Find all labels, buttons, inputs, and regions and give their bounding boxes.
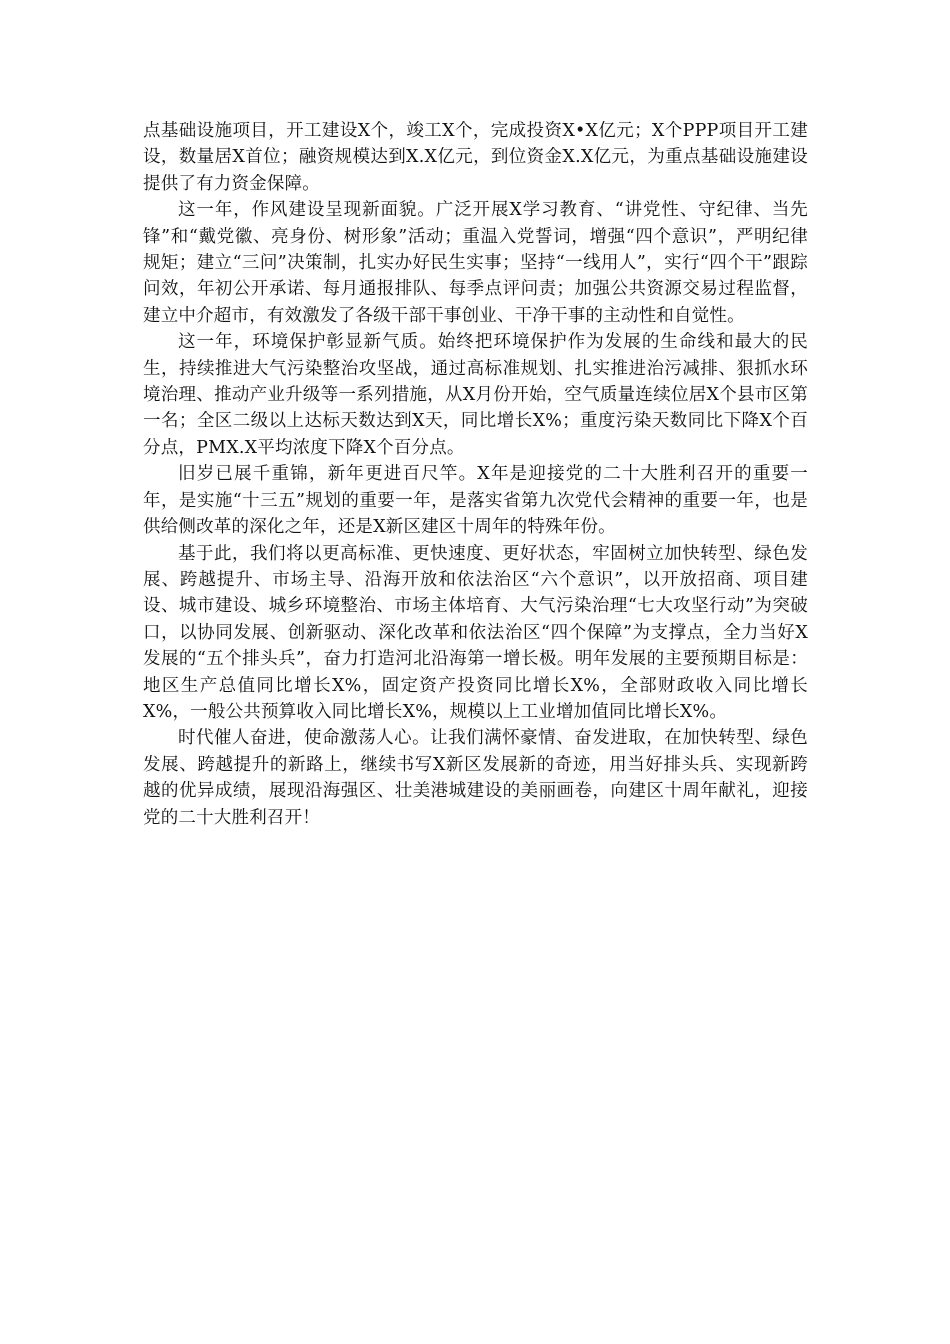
paragraph-goals: 基于此，我们将以更高标准、更快速度、更好状态，牢固树立加快转型、绿色发展、跨越提升、市场主导、沿海开放和依法治区“六个意识”，以开放招商、项目建设、城市建设、城乡环境整治、市场主体培育、大气污染治理“七大攻坚行动”为突破口，以协同发展、创新驱动、深化改革和依法治区“四个保障”为支撑点，全力当好X发展的“五个排头兵”，奋力打造河北沿海第一增长极。明年发展的主要预期目标是：地区生产总值同比增长X%，固定资产投资同比增长X%，全部财政收入同比增长X%，一般公共预算收入同比增长X%，规模以上工业增加值同比增长X%。 [143,543,808,722]
paragraph-environment: 这一年，环境保护彰显新气质。始终把环境保护作为发展的生命线和最大的民生，持续推进大气污染整治攻坚战，通过高标准规划、扎实推进治污减排、狠抓水环境治理、推动产业升级等一系列措施，从X月份开始，空气质量连续位居X个县市区第一名；全区二级以上达标天数达到X天，同比增长X%；重度污染天数同比下降X个百分点，PMX.X平均浓度下降X个百分点。 [143,332,808,458]
document-body [143,118,808,831]
paragraph-new-year: 旧岁已展千重锦，新年更进百尺竿。X年是迎接党的二十大胜利召开的重要一年，是实施“十三五”规划的重要一年，是落实省第九次党代会精神的重要一年，也是供给侧改革的深化之年，还是X新区建区十周年的特殊年份。 [143,464,808,538]
paragraph-work-style: 这一年，作风建设呈现新面貌。广泛开展X学习教育、“讲党性、守纪律、当先锋”和“戴党徽、亮身份、树形象”活动；重温入党誓词，增强“四个意识”，严明纪律规矩；建立“三问”决策制，扎实办好民生实事；坚持“一线用人”，实行“四个干”跟踪问效，年初公开承诺、每月通报排队、每季点评问责；加强公共资源交易过程监督，建立中介超市，有效激发了各级干部干事创业、干净干事的主动性和自觉性。 [143,200,808,326]
paragraph-infrastructure-continued: 点基础设施项目，开工建设X个，竣工X个，完成投资X•X亿元；X个PPP项目开工建设，数量居X首位；融资规模达到X.X亿元，到位资金X.X亿元，为重点基础设施建设提供了有力资金保障。 [143,121,808,194]
paragraph-closing: 时代催人奋进，使命激荡人心。让我们满怀豪情、奋发进取，在加快转型、绿色发展、跨越提升的新路上，继续书写X新区发展新的奇迹，用当好排头兵、实现新跨越的优异成绩，展现沿海强区、壮美港城建设的美丽画卷，向建区十周年献礼，迎接党的二十大胜利召开！ [143,728,808,828]
